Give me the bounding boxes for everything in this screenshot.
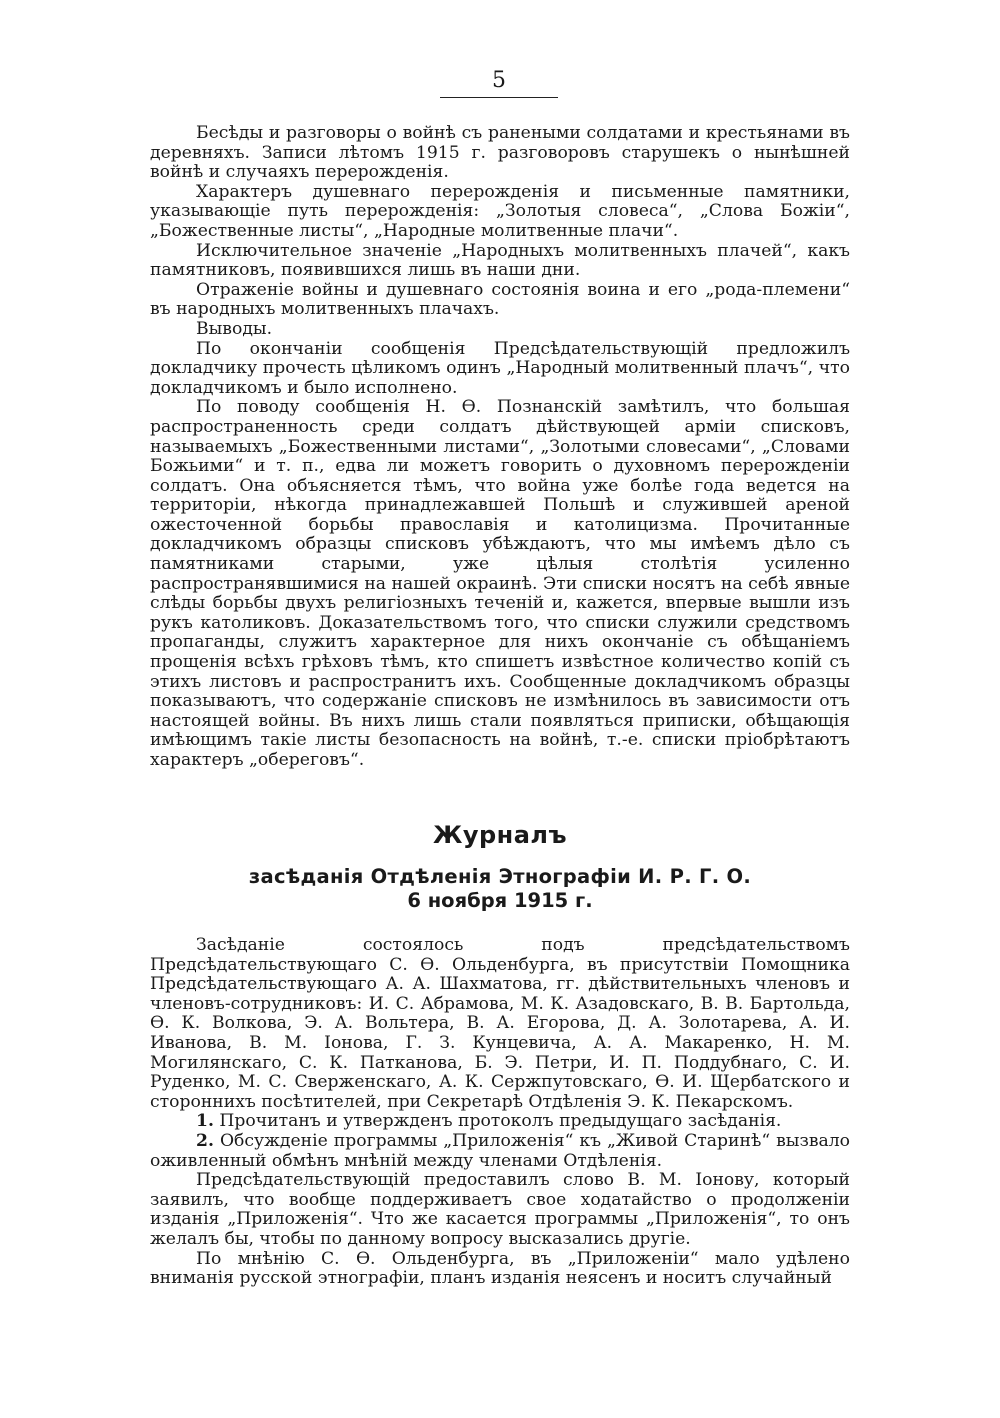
journal-date: 6 ноября 1915 г. bbox=[407, 889, 593, 912]
report-continuation bbox=[150, 124, 850, 771]
paragraph: По поводу сообщенія Н. Ѳ. Познанскій замѣтилъ, что большая распространенность среди солдатъ дѣйствующей арміи списковъ, называемыхъ „Божественными листами“, „Золотыми словесами“, „Словами Божьими“ и т. п., едва ли можетъ говорить о духовномъ перерожденіи солдатъ. Она объясняется тѣмъ, что война уже болѣе года ведется на территоріи, нѣкогда принадлежавшей Польшѣ и служившей ареной ожесточенной борьбы православія и католицизма. Прочитанные докладчикомъ образцы списковъ убѣждаютъ, что мы имѣемъ дѣло съ памятниками старыми, уже цѣлыя столѣтія усиленно распространявшимися на нашей окраинѣ. Эти списки носятъ на себѣ явные слѣды борьбы двухъ религіозныхъ теченій и, кажется, впервые вышли изъ рукъ католиковъ. Доказательствомъ того, что списки служили средствомъ пропаганды, служитъ характерное для нихъ окончаніе съ обѣщаніемъ прощенія всѣхъ грѣховъ тѣмъ, кто спишетъ извѣстное количество копій съ этихъ листовъ и распространитъ ихъ. Сообщенные докладчикомъ образцы показываютъ, что содержаніе списковъ не измѣнилось въ зависимости отъ настоящей войны. Въ нихъ лишь стали появляться приписки, обѣщающія имѣющимъ такіе листы безопасность на войнѣ, т.-е. списки пріобрѣтаютъ характеръ „обереговъ“. bbox=[150, 397, 850, 770]
item-text: Прочитанъ и утвержденъ протоколъ предыдущаго засѣданія. bbox=[219, 1111, 782, 1132]
paragraph: Исключительное значеніе „Народныхъ молитвенныхъ плачей“, какъ памятниковъ, появившихся лишь въ наши дни. bbox=[150, 240, 850, 281]
paragraph: По мнѣнію С. Ѳ. Ольденбурга, въ „Приложеніи“ мало удѣлено вниманія русской этнографіи, планъ изданія неясенъ и носитъ случайный bbox=[150, 1248, 850, 1289]
paragraph: По окончаніи сообщенія Предсѣдательствующій предложилъ докладчику прочесть цѣликомъ одинъ „Народный молитвенный плачъ“, что докладчикомъ и было исполнено. bbox=[150, 338, 850, 398]
item-number: 2. bbox=[196, 1130, 214, 1151]
item-number: 1. bbox=[196, 1111, 214, 1132]
journal-title: Журналъ bbox=[432, 821, 568, 849]
journal-body bbox=[150, 936, 850, 1289]
agenda-item-1 bbox=[150, 1112, 850, 1132]
paragraph: Предсѣдательствующій предоставилъ слово В. М. Іонову, который заявилъ, что вообще поддерживаетъ свое ходатайство о продолженіи изданія „Приложенія“. Что же касается программы „Приложенія“, то онъ желалъ бы, чтобы по данному вопросу высказались другіе. bbox=[150, 1170, 850, 1249]
item-text: Обсужденіе программы „Приложенія“ къ „Живой Старинѣ“ вызвало оживленный обмѣнъ мнѣній между членами Отдѣленія. bbox=[150, 1130, 851, 1171]
paragraph: Отраженіе войны и душевнаго состоянія воина и его „рода-племени“ въ народныхъ молитвенныхъ плачахъ. bbox=[150, 279, 850, 320]
agenda-item-2 bbox=[150, 1132, 850, 1171]
paragraph: Выводы. bbox=[196, 318, 273, 339]
intro-paragraph: Засѣданіе состоялось подъ предсѣдательствомъ Предсѣдательствующаго С. Ѳ. Ольденбурга, въ присутствіи Помощника Предсѣдательствующаго А. А. Шахматова, гг. дѣйствительныхъ членовъ и членовъ-сотрудниковъ: И. С. Абрамова, М. К. Азадовскаго, В. В. Бартольда, Ѳ. К. Волкова, Э. А. Вольтера, В. А. Егорова, Д. А. Золотарева, А. И. Иванова, В. М. Іонова, Г. З. Кунцевича, А. А. Макаренко, Н. М. Могилянскаго, С. К. Патканова, Б. Э. Петри, И. П. Поддубнаго, С. И. Руденко, М. С. Сверженскаго, А. К. Сержпутовскаго, Ѳ. И. Щербатского и стороннихъ посѣтителей, при Секретарѣ Отдѣленія Э. К. Пекарскомъ. bbox=[150, 935, 850, 1112]
page-number: 5 bbox=[440, 68, 558, 98]
paragraph: Бесѣды и разговоры о войнѣ съ ранеными солдатами и крестьянами въ деревняхъ. Записи лѣтомъ 1915 г. разговоровъ старушекъ о нынѣшней войнѣ и случаяхъ перерожденія. bbox=[150, 123, 850, 183]
paragraph: Характеръ душевнаго перерожденія и письменные памятники, указывающіе путь перерожденія: „Золотыя словеса“, „Слова Божіи“, „Божественные листы“, „Народные молитвенные плачи“. bbox=[150, 181, 850, 241]
journal-subtitle: засѣданія Отдѣленія Этнографіи И. Р. Г. О. bbox=[248, 865, 752, 888]
